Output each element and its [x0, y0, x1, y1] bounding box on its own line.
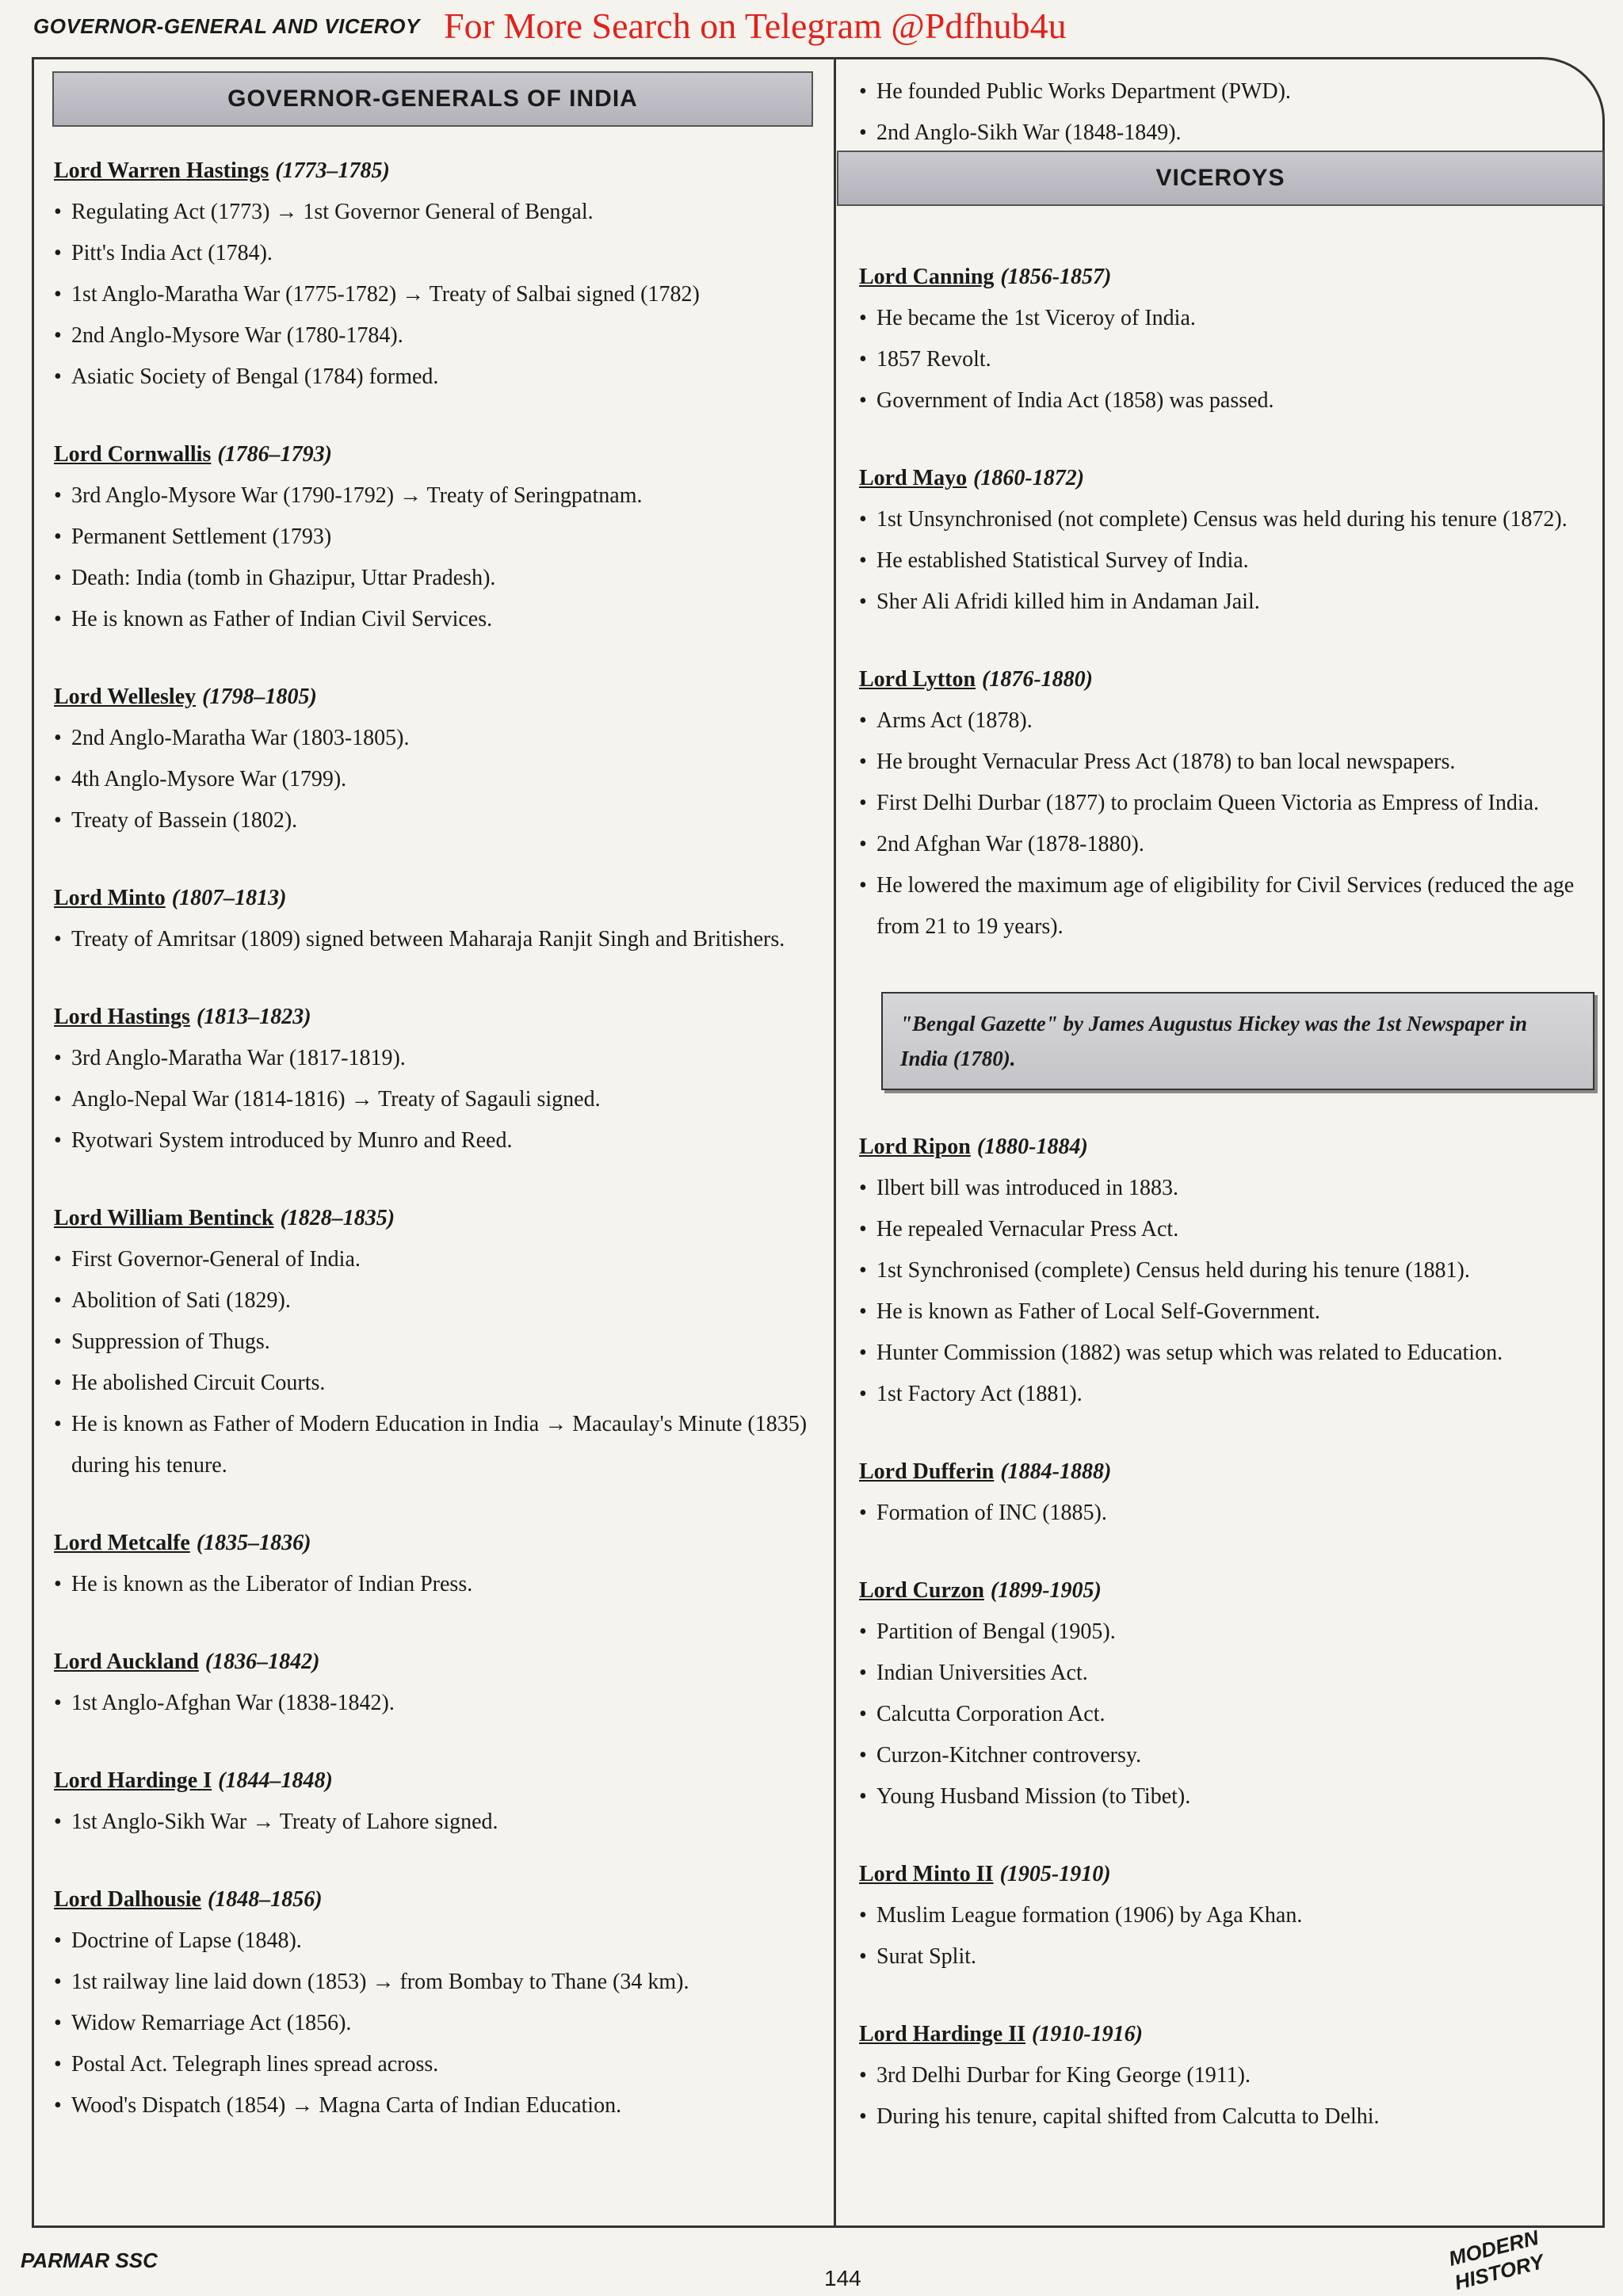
fact-item: • Formation of INC (1885). [859, 1493, 1588, 1534]
fact-list [859, 298, 1588, 421]
fact-item: • Wood's Dispatch (1854) → Magna Carta of Indian Education. [54, 2085, 818, 2126]
fact-list [54, 1564, 818, 1605]
ruler-name: Lord Ripon [859, 1135, 971, 1159]
left-entries [32, 127, 834, 2126]
fact-item: • 3rd Anglo-Mysore War (1790-1792) → Treaty of Seringpatnam. [54, 475, 818, 517]
ruler-heading [54, 1887, 818, 1913]
ruler-heading [54, 685, 818, 710]
ruler-heading [54, 1005, 818, 1030]
fact-item: • 3rd Delhi Durbar for King George (1911). [859, 2055, 1588, 2096]
ruler-years: (1880-1884) [976, 1135, 1088, 1159]
ruler-name: Lord Lytton [859, 667, 976, 692]
fact-list [859, 499, 1588, 623]
fact-item: • 1st railway line laid down (1853) → from Bombay to Thane (34 km). [54, 1962, 818, 2003]
fact-list [54, 1683, 818, 1724]
fact-item: • He is known as Father of Local Self-Government. [859, 1291, 1588, 1333]
ruler-entry [54, 158, 818, 398]
ruler-name: Lord Minto II [859, 1862, 994, 1886]
fact-item: • Partition of Bengal (1905). [859, 1611, 1588, 1653]
right-column [837, 57, 1604, 2182]
ruler-years: (1856-1857) [1000, 265, 1112, 289]
fact-item: • Death: India (tomb in Ghazipur, Uttar Pradesh). [54, 558, 818, 599]
ruler-entry [54, 442, 818, 640]
ruler-years: (1813–1823) [196, 1005, 311, 1029]
ruler-entry [54, 886, 818, 960]
ruler-years: (1836–1842) [204, 1650, 320, 1674]
ruler-name: Lord Auckland [54, 1650, 199, 1674]
fact-item: • 4th Anglo-Mysore War (1799). [54, 759, 818, 800]
ruler-name: Lord Metcalfe [54, 1531, 190, 1555]
fact-item: • Pitt's India Act (1784). [54, 233, 818, 274]
fact-item: • He is known as Father of Indian Civil Services. [54, 599, 818, 640]
ruler-heading [859, 466, 1588, 491]
ruler-years: (1899-1905) [990, 1578, 1102, 1603]
fact-item: • Indian Universities Act. [859, 1653, 1588, 1694]
ruler-entry [859, 265, 1588, 421]
fact-item: • Young Husband Mission (to Tibet). [859, 1776, 1588, 1817]
fact-list [859, 1168, 1588, 1415]
ruler-entry [54, 1005, 818, 1161]
fact-item: • 2nd Anglo-Sikh War (1848-1849). [859, 113, 1604, 154]
ruler-heading [859, 667, 1588, 692]
ruler-name: Lord Curzon [859, 1578, 984, 1603]
right-entries-before-note [837, 154, 1604, 948]
fact-item: • First Delhi Durbar (1877) to proclaim Queen Victoria as Empress of India. [859, 783, 1588, 824]
ruler-heading [54, 1531, 818, 1556]
fact-item: • He is known as the Liberator of Indian Press. [54, 1564, 818, 1605]
ruler-years: (1884-1888) [1000, 1459, 1112, 1484]
fact-item: • He became the 1st Viceroy of India. [859, 298, 1588, 339]
fact-item: • Doctrine of Lapse (1848). [54, 1920, 818, 1962]
fact-item: • Permanent Settlement (1793) [54, 517, 818, 558]
fact-list [859, 1493, 1588, 1534]
fact-item: • During his tenure, capital shifted from Calcutta to Delhi. [859, 2096, 1588, 2138]
ruler-heading [859, 1862, 1588, 1887]
ruler-name: Lord Minto [54, 886, 166, 910]
ruler-entry [859, 466, 1588, 623]
fact-item: • Asiatic Society of Bengal (1784) formed. [54, 357, 818, 398]
ruler-entry [54, 1650, 818, 1724]
fact-list [54, 1802, 818, 1843]
fact-item: • Anglo-Nepal War (1814-1816) → Treaty of Sagauli signed. [54, 1079, 818, 1120]
ruler-heading [54, 1206, 818, 1231]
ruler-years: (1848–1856) [207, 1887, 323, 1912]
running-title: GOVERNOR-GENERAL AND VICEROY [33, 14, 420, 38]
ruler-name: Lord Mayo [859, 466, 968, 490]
fact-item: • He lowered the maximum age of eligibility for Civil Services (reduced the age from 21 to 19 years). [859, 865, 1588, 948]
fact-item: • Arms Act (1878). [859, 700, 1588, 742]
fact-item: • Surat Split. [859, 1936, 1588, 1978]
fact-item: • He repealed Vernacular Press Act. [859, 1209, 1588, 1250]
ruler-name: Lord Dalhousie [54, 1887, 201, 1912]
fact-item: • Ilbert bill was introduced in 1883. [859, 1168, 1588, 1209]
ruler-heading [859, 1135, 1588, 1160]
ruler-heading [54, 1768, 818, 1794]
ruler-name: Lord Cornwallis [54, 442, 212, 467]
fact-item: • He established Statistical Survey of India. [859, 540, 1588, 582]
fact-item: • Widow Remarriage Act (1856). [54, 2003, 818, 2044]
ruler-entry [54, 1206, 818, 1486]
page-number: 144 [824, 2266, 861, 2290]
ruler-years: (1807–1813) [171, 886, 287, 910]
fact-list [859, 700, 1588, 948]
fact-item: • 1st Anglo-Sikh War → Treaty of Lahore signed. [54, 1802, 818, 1843]
fact-item: • He founded Public Works Department (PWD). [859, 71, 1604, 113]
ruler-years: (1773–1785) [275, 158, 390, 183]
fact-list [859, 1611, 1588, 1817]
fact-item: • 2nd Anglo-Maratha War (1803-1805). [54, 718, 818, 759]
ruler-years: (1910-1916) [1032, 2022, 1144, 2046]
fact-list [54, 192, 818, 398]
left-column [32, 57, 834, 2171]
watermark-text: For More Search on Telegram @Pdfhub4u [444, 6, 1067, 46]
fact-item: • 2nd Afghan War (1878-1880). [859, 824, 1588, 865]
ruler-years: (1798–1805) [202, 685, 317, 709]
viceroys-banner: VICEROYS [837, 151, 1604, 206]
fact-item: • Sher Ali Afridi killed him in Andaman Jail. [859, 582, 1588, 623]
fact-item: • Postal Act. Telegraph lines spread across. [54, 2044, 818, 2085]
fact-item: • Government of India Act (1858) was passed. [859, 380, 1588, 421]
ruler-heading [54, 886, 818, 911]
fact-list [54, 919, 818, 960]
ruler-entry [859, 1862, 1588, 1978]
ruler-name: Lord Hastings [54, 1005, 190, 1029]
publisher-footer: PARMAR SSC [21, 2248, 158, 2272]
ruler-heading [54, 442, 818, 467]
fact-list [54, 1920, 818, 2126]
fact-list [859, 2055, 1588, 2138]
fact-list [54, 475, 818, 640]
fact-item: • Calcutta Corporation Act. [859, 1694, 1588, 1735]
ruler-entry [859, 1459, 1588, 1534]
ruler-name: Lord Dufferin [859, 1459, 995, 1484]
fact-item: • 1st Anglo-Maratha War (1775-1782) → Treaty of Salbai signed (1782) [54, 274, 818, 315]
fact-item: • First Governor-General of India. [54, 1239, 818, 1280]
fact-item: • 1857 Revolt. [859, 339, 1588, 380]
fact-item: • 2nd Anglo-Mysore War (1780-1784). [54, 315, 818, 357]
fact-list [859, 1895, 1588, 1978]
fact-item: • Abolition of Sati (1829). [54, 1280, 818, 1322]
ruler-name: Lord Canning [859, 265, 995, 289]
fact-item: • 1st Anglo-Afghan War (1838-1842). [54, 1683, 818, 1724]
ruler-years: (1828–1835) [280, 1206, 395, 1230]
ruler-entry [54, 685, 818, 841]
section-footer: MODERN HISTORY [1446, 2225, 1546, 2295]
ruler-entry [54, 1768, 818, 1843]
ruler-name: Lord Wellesley [54, 685, 197, 709]
ruler-entry [54, 1887, 818, 2126]
ruler-entry [859, 667, 1588, 948]
ruler-entry [54, 1531, 818, 1605]
ruler-heading [54, 1650, 818, 1675]
ruler-name: Lord William Bentinck [54, 1206, 274, 1230]
ruler-years: (1876-1880) [982, 667, 1094, 692]
fact-item: • Suppression of Thugs. [54, 1322, 818, 1363]
ruler-years: (1786–1793) [217, 442, 333, 467]
fact-item: • Muslim League formation (1906) by Aga Khan. [859, 1895, 1588, 1936]
fact-item: • Regulating Act (1773) → 1st Governor General of Bengal. [54, 192, 818, 233]
right-entries-after-note [837, 1135, 1604, 2138]
ruler-years: (1905-1910) [999, 1862, 1111, 1886]
fact-item: • 1st Unsynchronised (not complete) Census was held during his tenure (1872). [859, 499, 1588, 540]
fact-item: • Ryotwari System introduced by Munro and Reed. [54, 1120, 818, 1161]
ruler-name: Lord Hardinge I [54, 1768, 212, 1793]
fact-item: • Treaty of Bassein (1802). [54, 800, 818, 841]
fact-list [54, 1239, 818, 1486]
ruler-entry [859, 1578, 1588, 1817]
ruler-entry [859, 2022, 1588, 2138]
fact-item: • He brought Vernacular Press Act (1878) to ban local newspapers. [859, 742, 1588, 783]
fact-item: • 3rd Anglo-Maratha War (1817-1819). [54, 1038, 818, 1079]
ruler-years: (1835–1836) [196, 1531, 311, 1555]
bengal-gazette-note: "Bengal Gazette" by James Augustus Hickey was the 1st Newspaper in India (1780). [881, 992, 1594, 1090]
ruler-name: Lord Hardinge II [859, 2022, 1026, 2046]
fact-list [54, 1038, 818, 1161]
fact-item: • Curzon-Kitchner controversy. [859, 1735, 1588, 1776]
governor-generals-banner: GOVERNOR-GENERALS OF INDIA [52, 71, 813, 127]
fact-item: • He abolished Circuit Courts. [54, 1363, 818, 1404]
ruler-heading [859, 1459, 1588, 1485]
column-divider [834, 57, 836, 2228]
ruler-name: Lord Warren Hastings [54, 158, 269, 183]
ruler-heading [859, 2022, 1588, 2047]
ruler-heading [859, 265, 1588, 290]
ruler-entry [859, 1135, 1588, 1415]
ruler-years: (1860-1872) [973, 466, 1085, 490]
ruler-heading [54, 158, 818, 184]
fact-item: • He is known as Father of Modern Education in India → Macaulay's Minute (1835) during his tenure. [54, 1404, 818, 1486]
continued-list [837, 57, 1604, 154]
fact-item: • Treaty of Amritsar (1809) signed between Maharaja Ranjit Singh and Britishers. [54, 919, 818, 960]
fact-item: • Hunter Commission (1882) was setup which was related to Education. [859, 1333, 1588, 1374]
fact-list [54, 718, 818, 841]
fact-item: • 1st Synchronised (complete) Census held during his tenure (1881). [859, 1250, 1588, 1291]
ruler-years: (1844–1848) [218, 1768, 333, 1793]
ruler-heading [859, 1578, 1588, 1604]
fact-item: • 1st Factory Act (1881). [859, 1374, 1588, 1415]
